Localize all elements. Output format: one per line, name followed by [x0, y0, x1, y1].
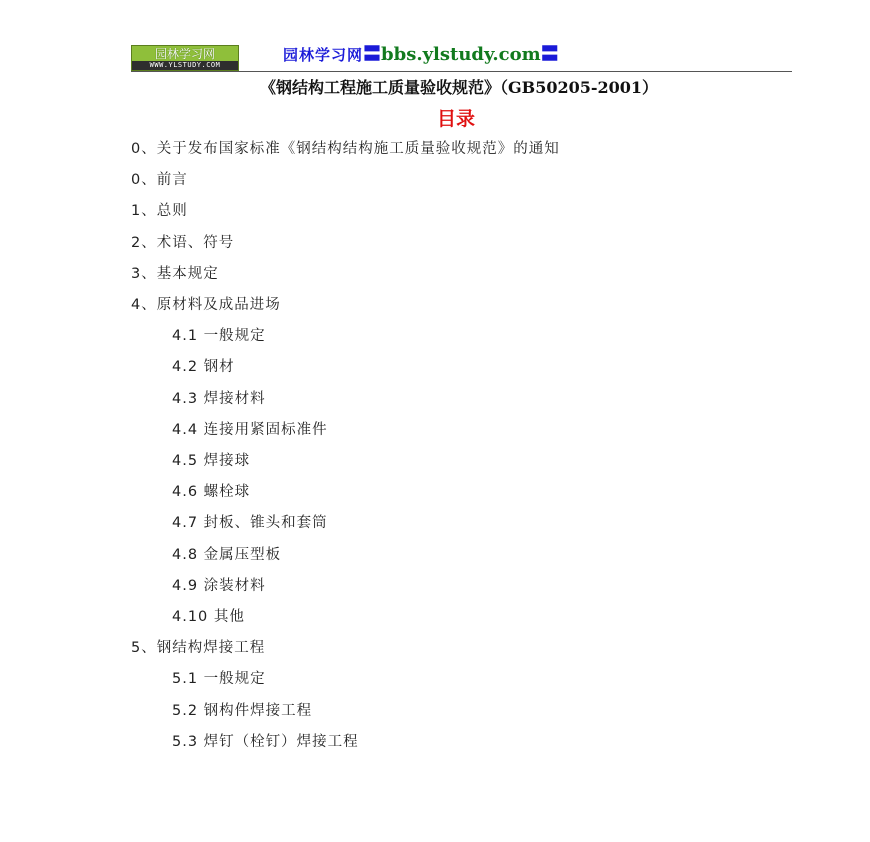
toc-section-item[interactable]: 0、前言 — [131, 172, 188, 189]
toc-subsection-item[interactable]: 4.5 焊接球 — [172, 453, 251, 469]
toc-subsection-item[interactable]: 5.1 一般规定 — [172, 671, 266, 688]
toc-section-item[interactable]: 0、关于发布国家标准《钢结构结构施工质量验收规范》的通知 — [131, 141, 560, 157]
toc-subsection-item[interactable]: 5.3 焊钉（栓钉）焊接工程 — [172, 733, 359, 750]
toc-subsection-item[interactable]: 4.6 螺栓球 — [172, 484, 251, 501]
toc-subsection-item[interactable]: 4.4 连接用紧固标准件 — [172, 421, 328, 438]
logo-url: WWW.YLSTUDY.COM — [132, 61, 238, 70]
toc-subsection-item[interactable]: 4.3 焊接材料 — [172, 390, 266, 407]
toc-subsection-item[interactable]: 4.1 一般规定 — [172, 328, 266, 345]
toc-subsection-item[interactable]: 4.7 封板、锥头和套筒 — [172, 515, 328, 532]
toc-subsection-item[interactable]: 4.2 钢材 — [172, 359, 235, 376]
toc-subsection-item[interactable]: 4.8 金属压型板 — [172, 546, 282, 563]
toc-subsection-item[interactable]: 4.10 其他 — [172, 609, 245, 625]
double-bar-icon: 〓 — [540, 44, 559, 65]
site-name: 园林学习网 — [283, 46, 364, 64]
toc-section-item[interactable]: 1、总则 — [131, 203, 188, 220]
toc-section-item[interactable]: 3、基本规定 — [131, 265, 219, 282]
toc-subsection-item[interactable]: 5.2 钢构件焊接工程 — [172, 702, 313, 719]
double-bar-icon: 〓 — [363, 44, 382, 65]
toc-subsection-item[interactable]: 4.9 涂装材料 — [172, 577, 266, 594]
site-url-link[interactable]: bbs.ylstudy.com — [381, 44, 541, 65]
logo-title: 园林学习网 — [154, 47, 215, 61]
document-title: 《钢结构工程施工质量验收规范》（GB50205-2001） — [260, 78, 659, 97]
toc-section-item[interactable]: 4、原材料及成品进场 — [131, 297, 281, 313]
toc-section-item[interactable]: 2、术语、符号 — [131, 234, 235, 251]
toc-heading: 目录 — [437, 108, 476, 130]
toc-section-item[interactable]: 5、钢结构焊接工程 — [131, 640, 266, 657]
